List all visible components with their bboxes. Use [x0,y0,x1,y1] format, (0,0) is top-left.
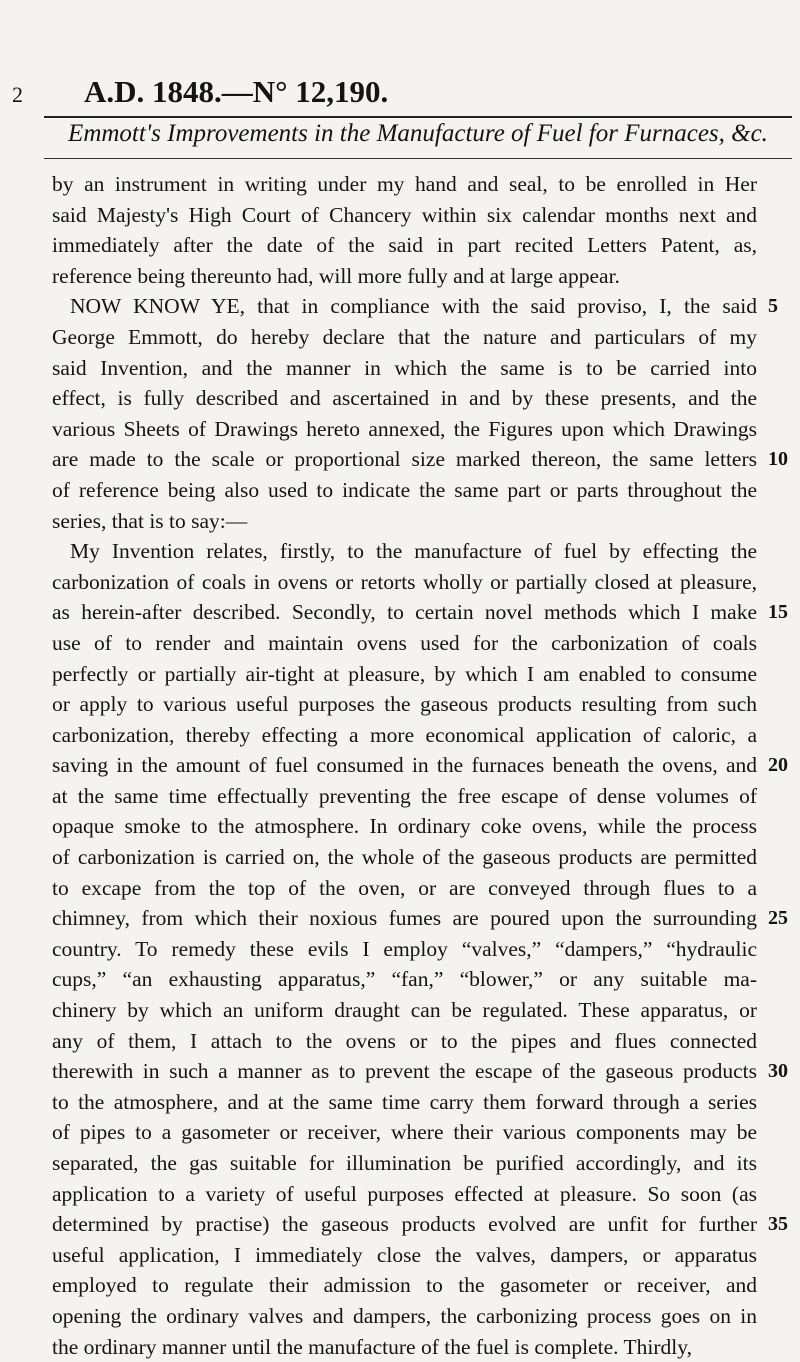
text-line: country. To remedy these evils I employ “valves,” “dampers,” “hydraulic [52,936,757,961]
text-line: any of them, I attach to the ovens or to the pipes and flues connected [52,1028,757,1053]
text-line: chimney, from which their noxious fumes are poured upon the surrounding [52,906,757,931]
text-line: determined by practise) the gaseous products evolved are unfit for further [52,1212,757,1237]
text-line: George Emmott, do hereby declare that the nature and particulars of my [52,324,757,349]
text-line: are made to the scale or proportional size marked thereon, the same letters [52,447,757,472]
text-line: NOW KNOW YE, that in compliance with the said proviso, I, the said [70,294,757,319]
text-line: the ordinary manner until the manufacture of the fuel is complete. Thirdly, [52,1334,693,1359]
text-line: application to a variety of useful purposes effected at pleasure. So soon (as [52,1181,757,1206]
text-line: perfectly or partially air-tight at pleasure, by which I am enabled to consume [52,661,757,686]
text-line: carbonization of coals in ovens or retorts wholly or partially closed at pleasure, [52,569,757,594]
header-rule-bottom [44,158,792,159]
text-line: of carbonization is carried on, the whole of the gaseous products are permitted [52,845,757,870]
text-line: My Invention relates, firstly, to the manufacture of fuel by effecting the [70,539,757,564]
text-line: opaque smoke to the atmosphere. In ordinary coke ovens, while the process [52,814,757,839]
text-line: of reference being also used to indicate the same part or parts throughout the [52,477,757,502]
text-line: carbonization, thereby effecting a more economical application of caloric, a [52,722,757,747]
text-line: separated, the gas suitable for illumination be purified accordingly, and its [52,1151,757,1175]
body-text [52,169,757,1362]
text-line: said Invention, and the manner in which the same is to be carried into [52,355,757,380]
text-line: to the atmosphere, and at the same time carry them forward through a series [52,1089,757,1114]
text-line: employed to regulate their admission to the gasometer or receiver, and [52,1273,757,1298]
page-number: 2 [12,82,23,107]
text-line: effect, is fully described and ascertained in and by these presents, and the [52,386,757,411]
margin-line-number: 20 [768,754,788,777]
text-line: reference being thereunto had, will more fully and at large appear. [52,263,620,288]
text-line: by an instrument in writing under my hand and seal, to be enrolled in Her [52,172,757,196]
text-line: use of to render and maintain ovens used for the carbonization of coals [52,630,757,655]
text-line: cups,” “an exhausting apparatus,” “fan,” “blower,” or any suitable ma- [52,967,757,992]
text-line: therewith in such a manner as to prevent the escape of the gaseous products [52,1059,757,1084]
margin-line-number: 30 [768,1060,788,1083]
running-subtitle: Emmott's Improvements in the Manufacture of Fuel for Furnaces, &c. [68,120,768,147]
text-line: at the same time effectually preventing the free escape of dense volumes of [52,783,757,808]
text-line: to excape from the top of the oven, or are conveyed through flues to a [52,875,757,900]
text-line: said Majesty's High Court of Chancery within six calendar months next and [52,202,757,227]
text-line: useful application, I immediately close the valves, dampers, or apparatus [52,1242,757,1267]
text-line: various Sheets of Drawings hereto annexed, the Figures upon which Drawings [52,416,757,441]
text-line: chinery by which an uniform draught can be regulated. These apparatus, or [52,998,757,1023]
header-rule-top [44,116,792,118]
page-header-title: A.D. 1848.—N° 12,190. [84,74,389,109]
margin-line-number: 10 [768,448,788,471]
margin-line-number: 15 [768,601,788,624]
text-line: of pipes to a gasometer or receiver, where their various components may be [52,1120,757,1145]
margin-line-number: 5 [768,295,778,318]
text-line: as herein-after described. Secondly, to certain novel methods which I make [52,600,757,625]
text-line: opening the ordinary valves and dampers, the carbonizing process goes on in [52,1303,757,1328]
text-line: series, that is to say:— [52,508,248,533]
margin-line-number: 35 [768,1213,788,1236]
text-line: saving in the amount of fuel consumed in the furnaces beneath the ovens, and [52,753,757,778]
margin-line-number: 25 [768,907,788,930]
text-line: or apply to various useful purposes the gaseous products resulting from such [52,692,757,717]
text-line: immediately after the date of the said in part recited Letters Patent, as, [52,233,757,258]
